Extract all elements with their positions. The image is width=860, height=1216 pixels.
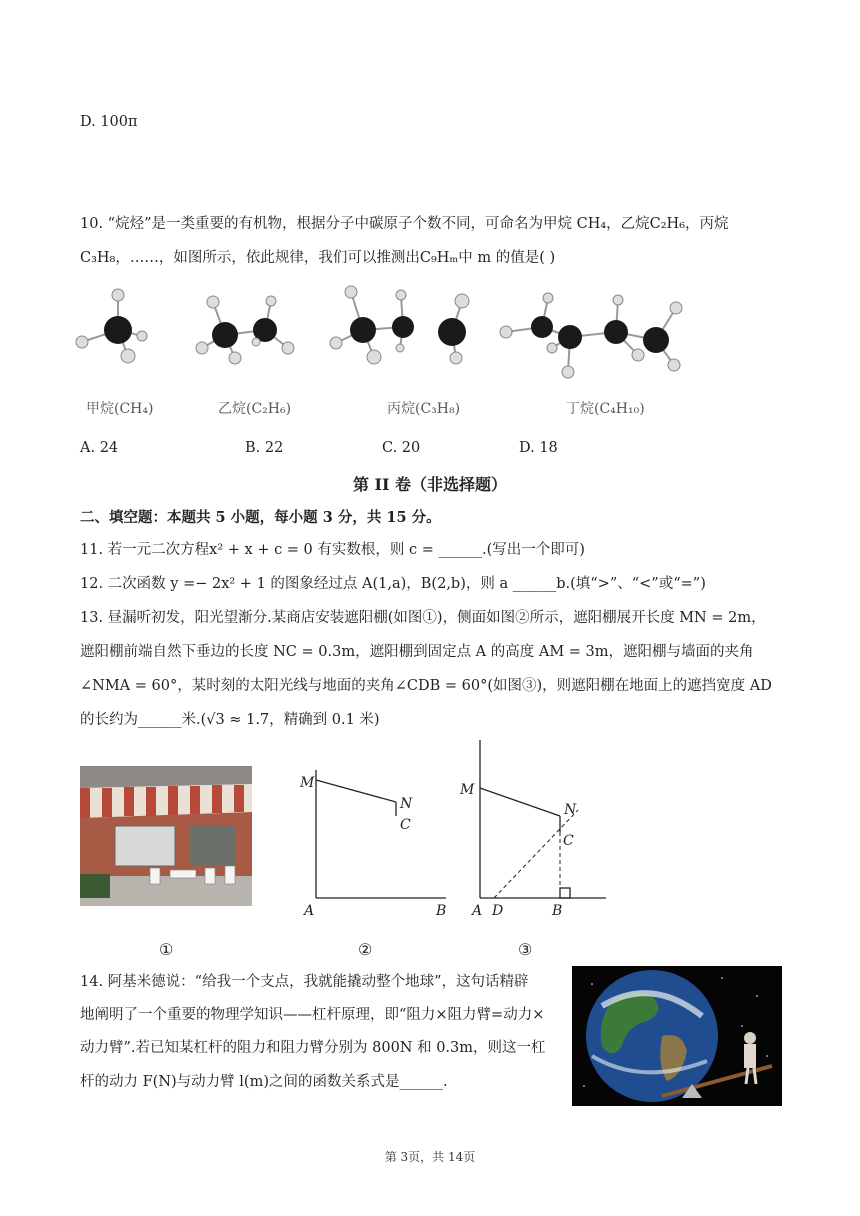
section-header: 二、填空题：本题共 5 小题，每小题 3 分，共 15 分。 (80, 509, 441, 526)
alkane-molecules-figure (70, 280, 710, 390)
q10-option-d: D. 18 (519, 440, 558, 456)
q13-line4: 的长约为______米.(√3 ≈ 1.7，精确到 0.1 米) (80, 712, 380, 728)
fig2-label-m: M (300, 775, 315, 791)
fig2-label-c: C (400, 817, 411, 833)
fig3-label-m: M (460, 782, 475, 798)
awning-photo (80, 766, 252, 906)
q10-line2: C₃H₈，……，如图所示，依此规律，我们可以推测出C₉Hₘ中 m 的值是( ) (80, 250, 556, 266)
fig-label-3: ③ (518, 940, 533, 959)
fig3-label-d: D (492, 903, 504, 919)
q14-line2: 地阐明了一个重要的物理学知识——杠杆原理，即“阻力×阻力臂=动力× (80, 1007, 545, 1023)
fig-label-1: ① (159, 940, 174, 959)
section-title: 第 II 卷（非选择题） (352, 475, 508, 494)
q12: 12. 二次函数 y =− 2x² + 1 的图象经过点 A(1,a)，B(2,b)，则 a ______b.(填“>”、“<”或“=”) (80, 576, 706, 592)
q10-option-a: A. 24 (80, 440, 119, 456)
fig3-label-b: B (552, 903, 563, 919)
fig2-label-n: N (400, 796, 413, 812)
q13-line3: ∠NMA = 60°，某时刻的太阳光线与地面的夹角∠CDB = 60°(如图③)，则遮阳棚在地面上的遮挡宽度 AD (80, 678, 772, 694)
q10-option-b: B. 22 (245, 440, 284, 456)
fig3-label-c: C (563, 833, 574, 849)
prev-option-d: D. 100π (80, 114, 138, 130)
fig2-label-b: B (436, 903, 447, 919)
fig3-label-a: A (472, 903, 483, 919)
archimedes-lever-picture (572, 966, 782, 1106)
molecule-label-butane: 丁烷(C₄H₁₀) (566, 401, 645, 417)
q14-line3: 动力臂”.若已知某杠杆的阻力和阻力臂分别为 800N 和 0.3m，则这一杠 (80, 1040, 546, 1056)
molecule-label-methane: 甲烷(CH₄) (86, 401, 154, 417)
page-footer: 第 3页，共 14页 (384, 1150, 476, 1164)
awning-side-view-figure (296, 760, 461, 920)
fig2-label-a: A (304, 903, 315, 919)
molecule-label-propane: 丙烷(C₃H₈) (387, 401, 461, 417)
q10-option-c: C. 20 (382, 440, 421, 456)
molecule-label-ethane: 乙烷(C₂H₆) (218, 401, 292, 417)
fig-label-2: ② (358, 940, 373, 959)
q11: 11. 若一元二次方程x² + x + c = 0 有实数根，则 c = ______.(写出一个即可) (80, 542, 585, 558)
q13-line1: 13. 昼漏听初发，阳光望渐分.某商店安装遮阳棚(如图①)，侧面如图②所示，遮阳棚展开长度 MN = 2m， (80, 610, 766, 626)
q13-line2: 遮阳棚前端自然下垂边的长度 NC = 0.3m，遮阳棚到固定点 A 的高度 AM = 3m，遮阳棚与墙面的夹角 (80, 644, 754, 660)
fig3-label-n: N (564, 802, 577, 818)
q14-line4: 杆的动力 F(N)与动力臂 l(m)之间的函数关系式是______. (80, 1074, 448, 1090)
q10-line1: 10. “烷烃”是一类重要的有机物，根据分子中碳原子个数不同，可命名为甲烷 CH₄，乙烷C₂H₆，丙烷 (80, 216, 729, 232)
sunlight-shadow-figure (456, 740, 611, 920)
q14-line1: 14. 阿基米德说：“给我一个支点，我就能撬动整个地球”，这句话精辟 (80, 974, 529, 990)
